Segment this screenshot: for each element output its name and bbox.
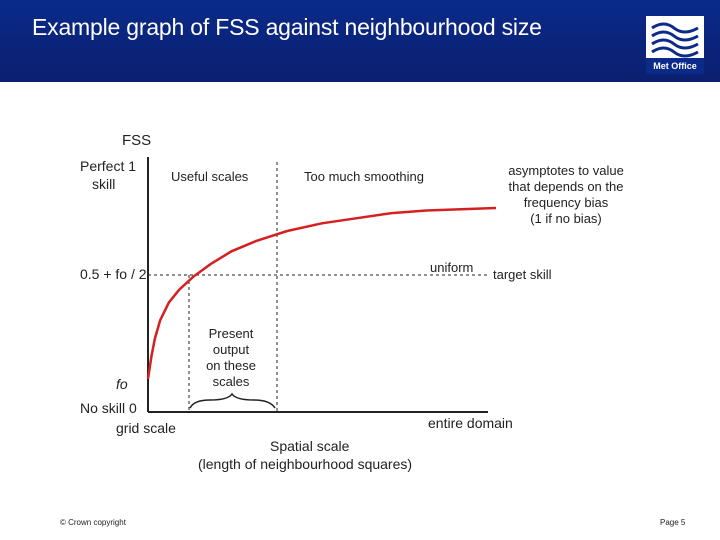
x-axis-title-1: Spatial scale — [270, 438, 350, 454]
x-axis-title-2: (length of neighbourhood squares) — [198, 456, 413, 472]
fss-curve — [148, 208, 496, 379]
annotation-uniform: uniform — [430, 260, 474, 275]
present-brace — [190, 394, 275, 408]
y-tick-fo: fo — [116, 376, 128, 392]
annotation-smoothing: Too much smoothing — [304, 169, 424, 184]
annotation-present-4: scales — [212, 374, 250, 389]
y-tick-target: 0.5 + fo / 2 — [80, 266, 147, 282]
slide-title: Example graph of FSS against neighbourhood size — [32, 14, 542, 40]
annotation-asymptote-2: that depends on the — [508, 179, 624, 194]
annotation-present-1: Present — [208, 326, 254, 341]
y-tick-perfect: Perfect 1 — [80, 158, 137, 174]
annotation-asymptote-3: frequency bias — [523, 195, 609, 210]
logo-wordmark: Met Office — [646, 58, 704, 74]
annotation-asymptote-4: (1 if no bias) — [530, 211, 602, 226]
fss-chart — [0, 82, 720, 492]
y-axis-title: FSS — [122, 132, 152, 149]
slide-header — [0, 0, 720, 82]
annotation-target: target skill — [493, 267, 552, 282]
footer-page-number: Page 5 — [660, 518, 686, 527]
y-tick-noskill: No skill 0 — [80, 400, 137, 416]
annotation-present-3: on these — [206, 358, 256, 373]
x-tick-grid: grid scale — [116, 420, 176, 436]
annotation-asymptote-1: asymptotes to value — [508, 163, 624, 178]
y-tick-skill: skill — [92, 176, 116, 192]
wave-icon — [646, 16, 704, 58]
annotation-present-2: output — [212, 342, 250, 357]
x-tick-domain: entire domain — [428, 415, 513, 431]
met-office-logo — [646, 16, 704, 74]
footer-copyright: © Crown copyright — [60, 518, 126, 527]
annotation-useful: Useful scales — [171, 169, 249, 184]
